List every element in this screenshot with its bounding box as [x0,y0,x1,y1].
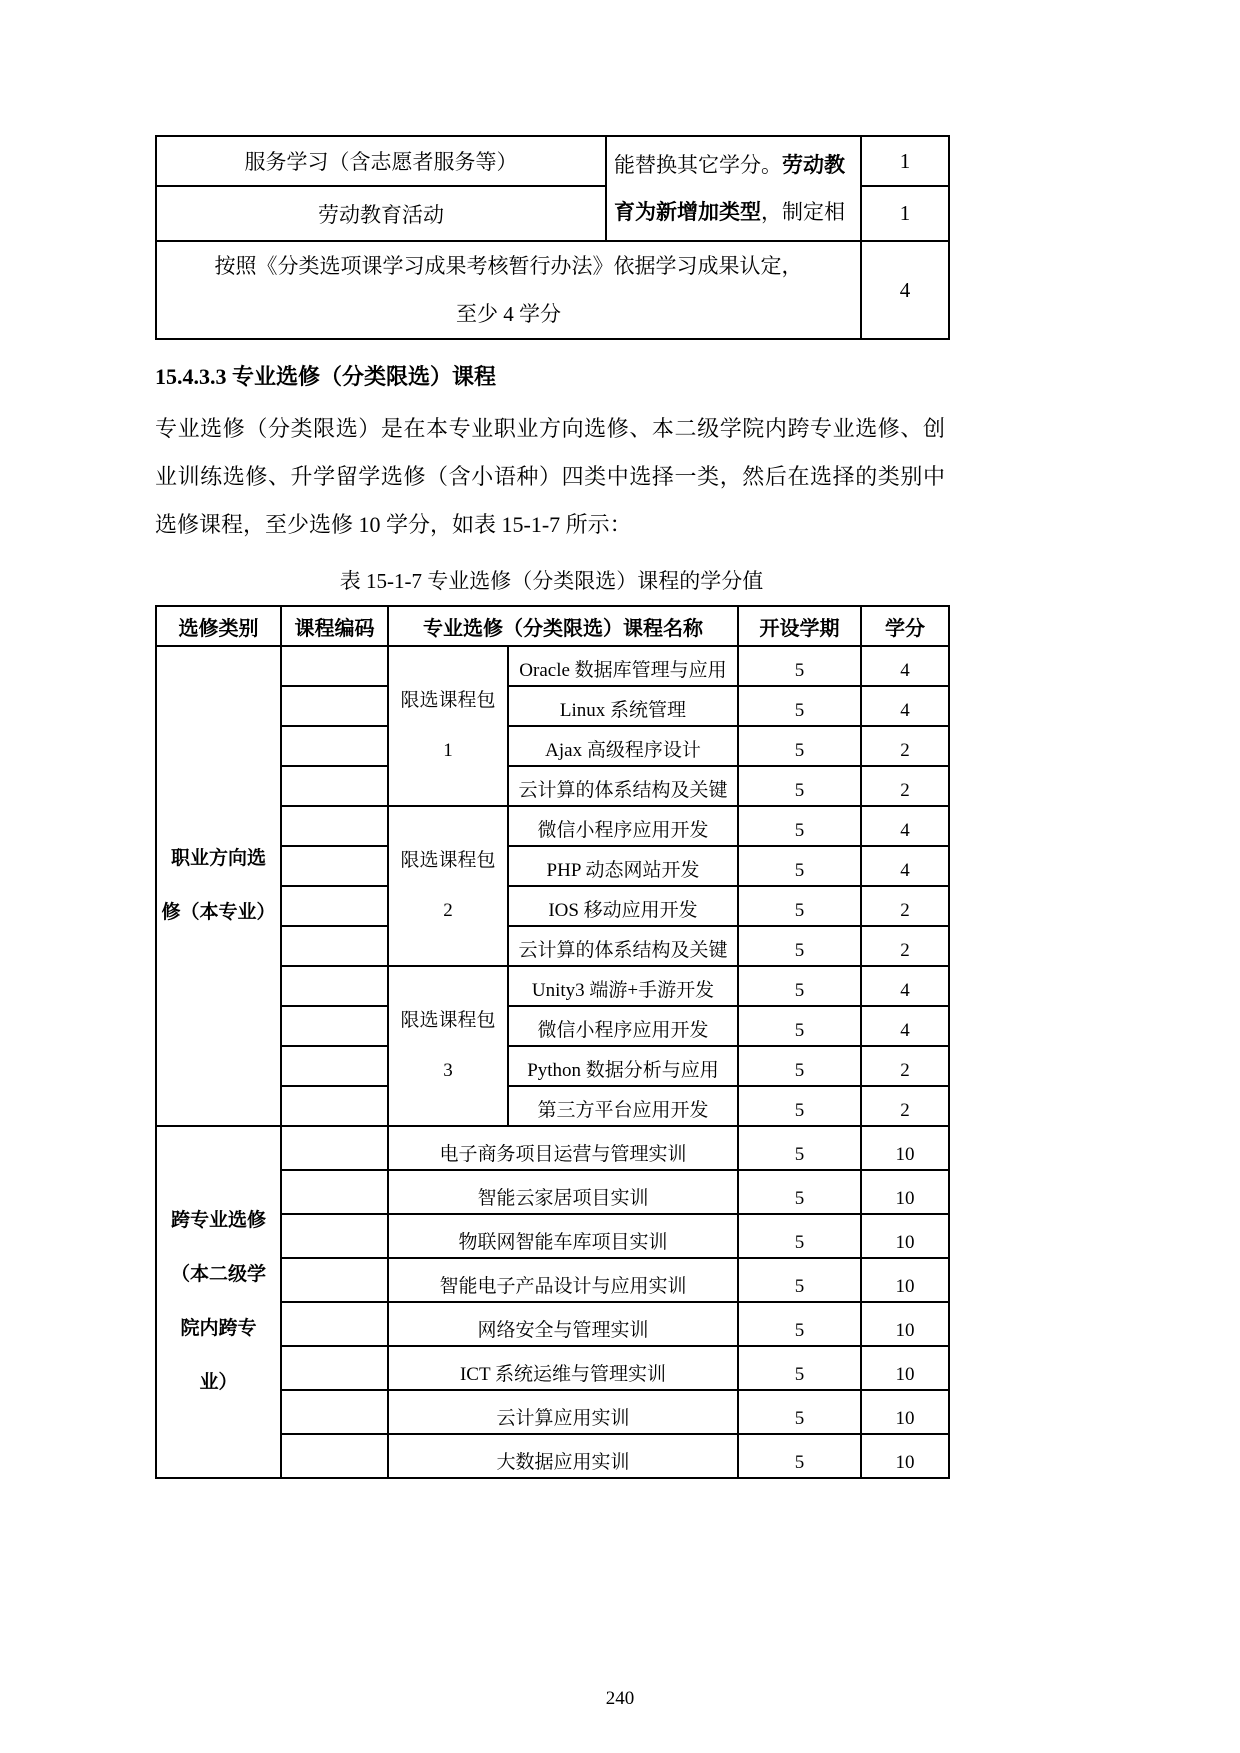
category-cell-line: 修（本专业） [161,902,276,923]
term-cell: 5 [738,726,861,766]
course-name-cell: 物联网智能车库项目实训 [388,1214,738,1258]
term-cell: 5 [738,1126,861,1170]
course-code-cell [281,1046,388,1086]
credits-table [155,605,950,1479]
course-code-cell [281,966,388,1006]
header-term: 开设学期 [738,606,861,646]
credit-cell: 2 [861,1046,949,1086]
credit-cell: 10 [861,1302,949,1346]
course-name-cell: Python 数据分析与应用 [508,1046,738,1086]
course-code-cell [281,1346,388,1390]
course-code-cell [281,1390,388,1434]
term-cell: 5 [738,1390,861,1434]
course-code-cell [281,886,388,926]
term-cell: 5 [738,806,861,846]
header-row [156,606,949,646]
course-row [156,1126,949,1170]
term-cell: 5 [738,1258,861,1302]
term-cell: 5 [738,766,861,806]
course-name-cell: 云计算的体系结构及关键 [508,766,738,806]
term-cell: 5 [738,966,861,1006]
course-name-cell: ICT 系统运维与管理实训 [388,1346,738,1390]
category-cell-line: （本二级学 [170,1264,266,1285]
credit-cell: 10 [861,1214,949,1258]
term-cell: 5 [738,1214,861,1258]
course-code-cell [281,646,388,686]
course-name-cell: 云计算应用实训 [388,1390,738,1434]
credit-cell: 4 [861,646,949,686]
credit-cell: 10 [861,1346,949,1390]
header-course-code: 课程编码 [281,606,388,646]
package-cell-line: 2 [443,900,453,921]
package-cell-line: 限选课程包 [400,850,496,871]
table-caption: 表 15-1-7 专业选修（分类限选）课程的学分值 [339,569,764,593]
section-heading: 15.4.3.3 专业选修（分类限选）课程 [155,364,497,389]
term-cell: 5 [738,1434,861,1478]
note-cell [606,136,861,241]
header-course-name: 专业选修（分类限选）课程名称 [388,606,738,646]
credit-cell: 2 [861,926,949,966]
course-row [156,646,949,686]
credit-cell: 4 [861,846,949,886]
header-category: 选修类别 [156,606,281,646]
course-name-cell: 智能云家居项目实训 [388,1170,738,1214]
course-name-cell: Linux 系统管理 [508,686,738,726]
course-code-cell [281,1170,388,1214]
package-cell [388,646,508,806]
course-name-cell: 大数据应用实训 [388,1434,738,1478]
course-code-cell [281,726,388,766]
course-name-cell: 第三方平台应用开发 [508,1086,738,1126]
package-cell [388,966,508,1126]
course-name-cell: 微信小程序应用开发 [508,1006,738,1046]
term-cell: 5 [738,1046,861,1086]
credit-cell: 4 [861,241,949,339]
term-cell: 5 [738,1346,861,1390]
term-cell: 5 [738,886,861,926]
credit-cell: 2 [861,1086,949,1126]
term-cell: 5 [738,846,861,886]
rule-line-2: 至少 4 学分 [456,302,561,326]
course-code-cell [281,926,388,966]
term-cell: 5 [738,646,861,686]
course-name-cell: Oracle 数据库管理与应用 [508,646,738,686]
term-cell: 5 [738,1302,861,1346]
rule-line-1: 按照《分类选项课学习成果考核暂行办法》依据学习成果认定， [214,254,803,278]
term-cell: 5 [738,1170,861,1214]
course-code-cell [281,686,388,726]
note-text-end: ，制定相 [761,199,845,224]
course-code-cell [281,1214,388,1258]
course-code-cell [281,1434,388,1478]
table-row [156,241,949,339]
course-name-cell: 云计算的体系结构及关键 [508,926,738,966]
credit-cell: 1 [861,186,949,241]
credit-cell: 1 [861,136,949,186]
course-name-cell: PHP 动态网站开发 [508,846,738,886]
table-row [156,136,949,186]
body-paragraph: 专业选修（分类限选）是在本专业职业方向选修、本二级学院内跨专业选修、创业训练选修、升学留学选修（含小语种）四类中选择一类，然后在选择的类别中选修课程，至少选修 10 学分，如表 15-1-7 所示： [155,416,945,537]
page-number: 240 [605,1688,635,1709]
note-text-bold: 劳动教育为新增加类型 [614,152,845,224]
credit-cell: 4 [861,1006,949,1046]
course-code-cell [281,1258,388,1302]
credit-cell: 10 [861,1170,949,1214]
category-cell-line: 职业方向选 [170,848,266,869]
course-name-cell: 智能电子产品设计与应用实训 [388,1258,738,1302]
term-cell: 5 [738,1006,861,1046]
credit-cell: 2 [861,766,949,806]
credit-cell: 10 [861,1258,949,1302]
course-code-cell [281,1086,388,1126]
credit-cell: 2 [861,886,949,926]
package-cell-line: 限选课程包 [400,690,496,711]
category-cell-line: 跨专业选修 [170,1210,266,1231]
continuation-table [155,135,950,340]
activity-cell: 服务学习（含志愿者服务等） [156,136,606,186]
package-cell-line: 3 [443,1060,453,1081]
course-name-cell: Ajax 高级程序设计 [508,726,738,766]
term-cell: 5 [738,686,861,726]
package-cell [388,806,508,966]
term-cell: 5 [738,926,861,966]
course-name-cell: IOS 移动应用开发 [508,886,738,926]
course-name-cell: Unity3 端游+手游开发 [508,966,738,1006]
course-code-cell [281,1302,388,1346]
credit-cell: 10 [861,1126,949,1170]
credit-cell: 10 [861,1390,949,1434]
credit-cell: 4 [861,686,949,726]
credit-cell: 4 [861,966,949,1006]
rule-cell [156,241,861,339]
course-code-cell [281,806,388,846]
course-code-cell [281,1006,388,1046]
credit-cell: 2 [861,726,949,766]
course-name-cell: 网络安全与管理实训 [388,1302,738,1346]
course-code-cell [281,1126,388,1170]
category-cell [156,1126,281,1478]
category-cell-line: 业） [199,1372,238,1393]
credit-cell: 10 [861,1434,949,1478]
category-cell-line: 院内跨专 [180,1318,257,1339]
course-name-cell: 电子商务项目运营与管理实训 [388,1126,738,1170]
activity-cell: 劳动教育活动 [156,186,606,241]
course-code-cell [281,766,388,806]
note-text-start: 能替换其它学分。 [614,152,782,177]
header-credit: 学分 [861,606,949,646]
package-cell-line: 限选课程包 [400,1010,496,1031]
package-cell-line: 1 [443,740,453,761]
course-name-cell: 微信小程序应用开发 [508,806,738,846]
category-cell [156,646,281,1126]
course-code-cell [281,846,388,886]
term-cell: 5 [738,1086,861,1126]
credit-cell: 4 [861,806,949,846]
